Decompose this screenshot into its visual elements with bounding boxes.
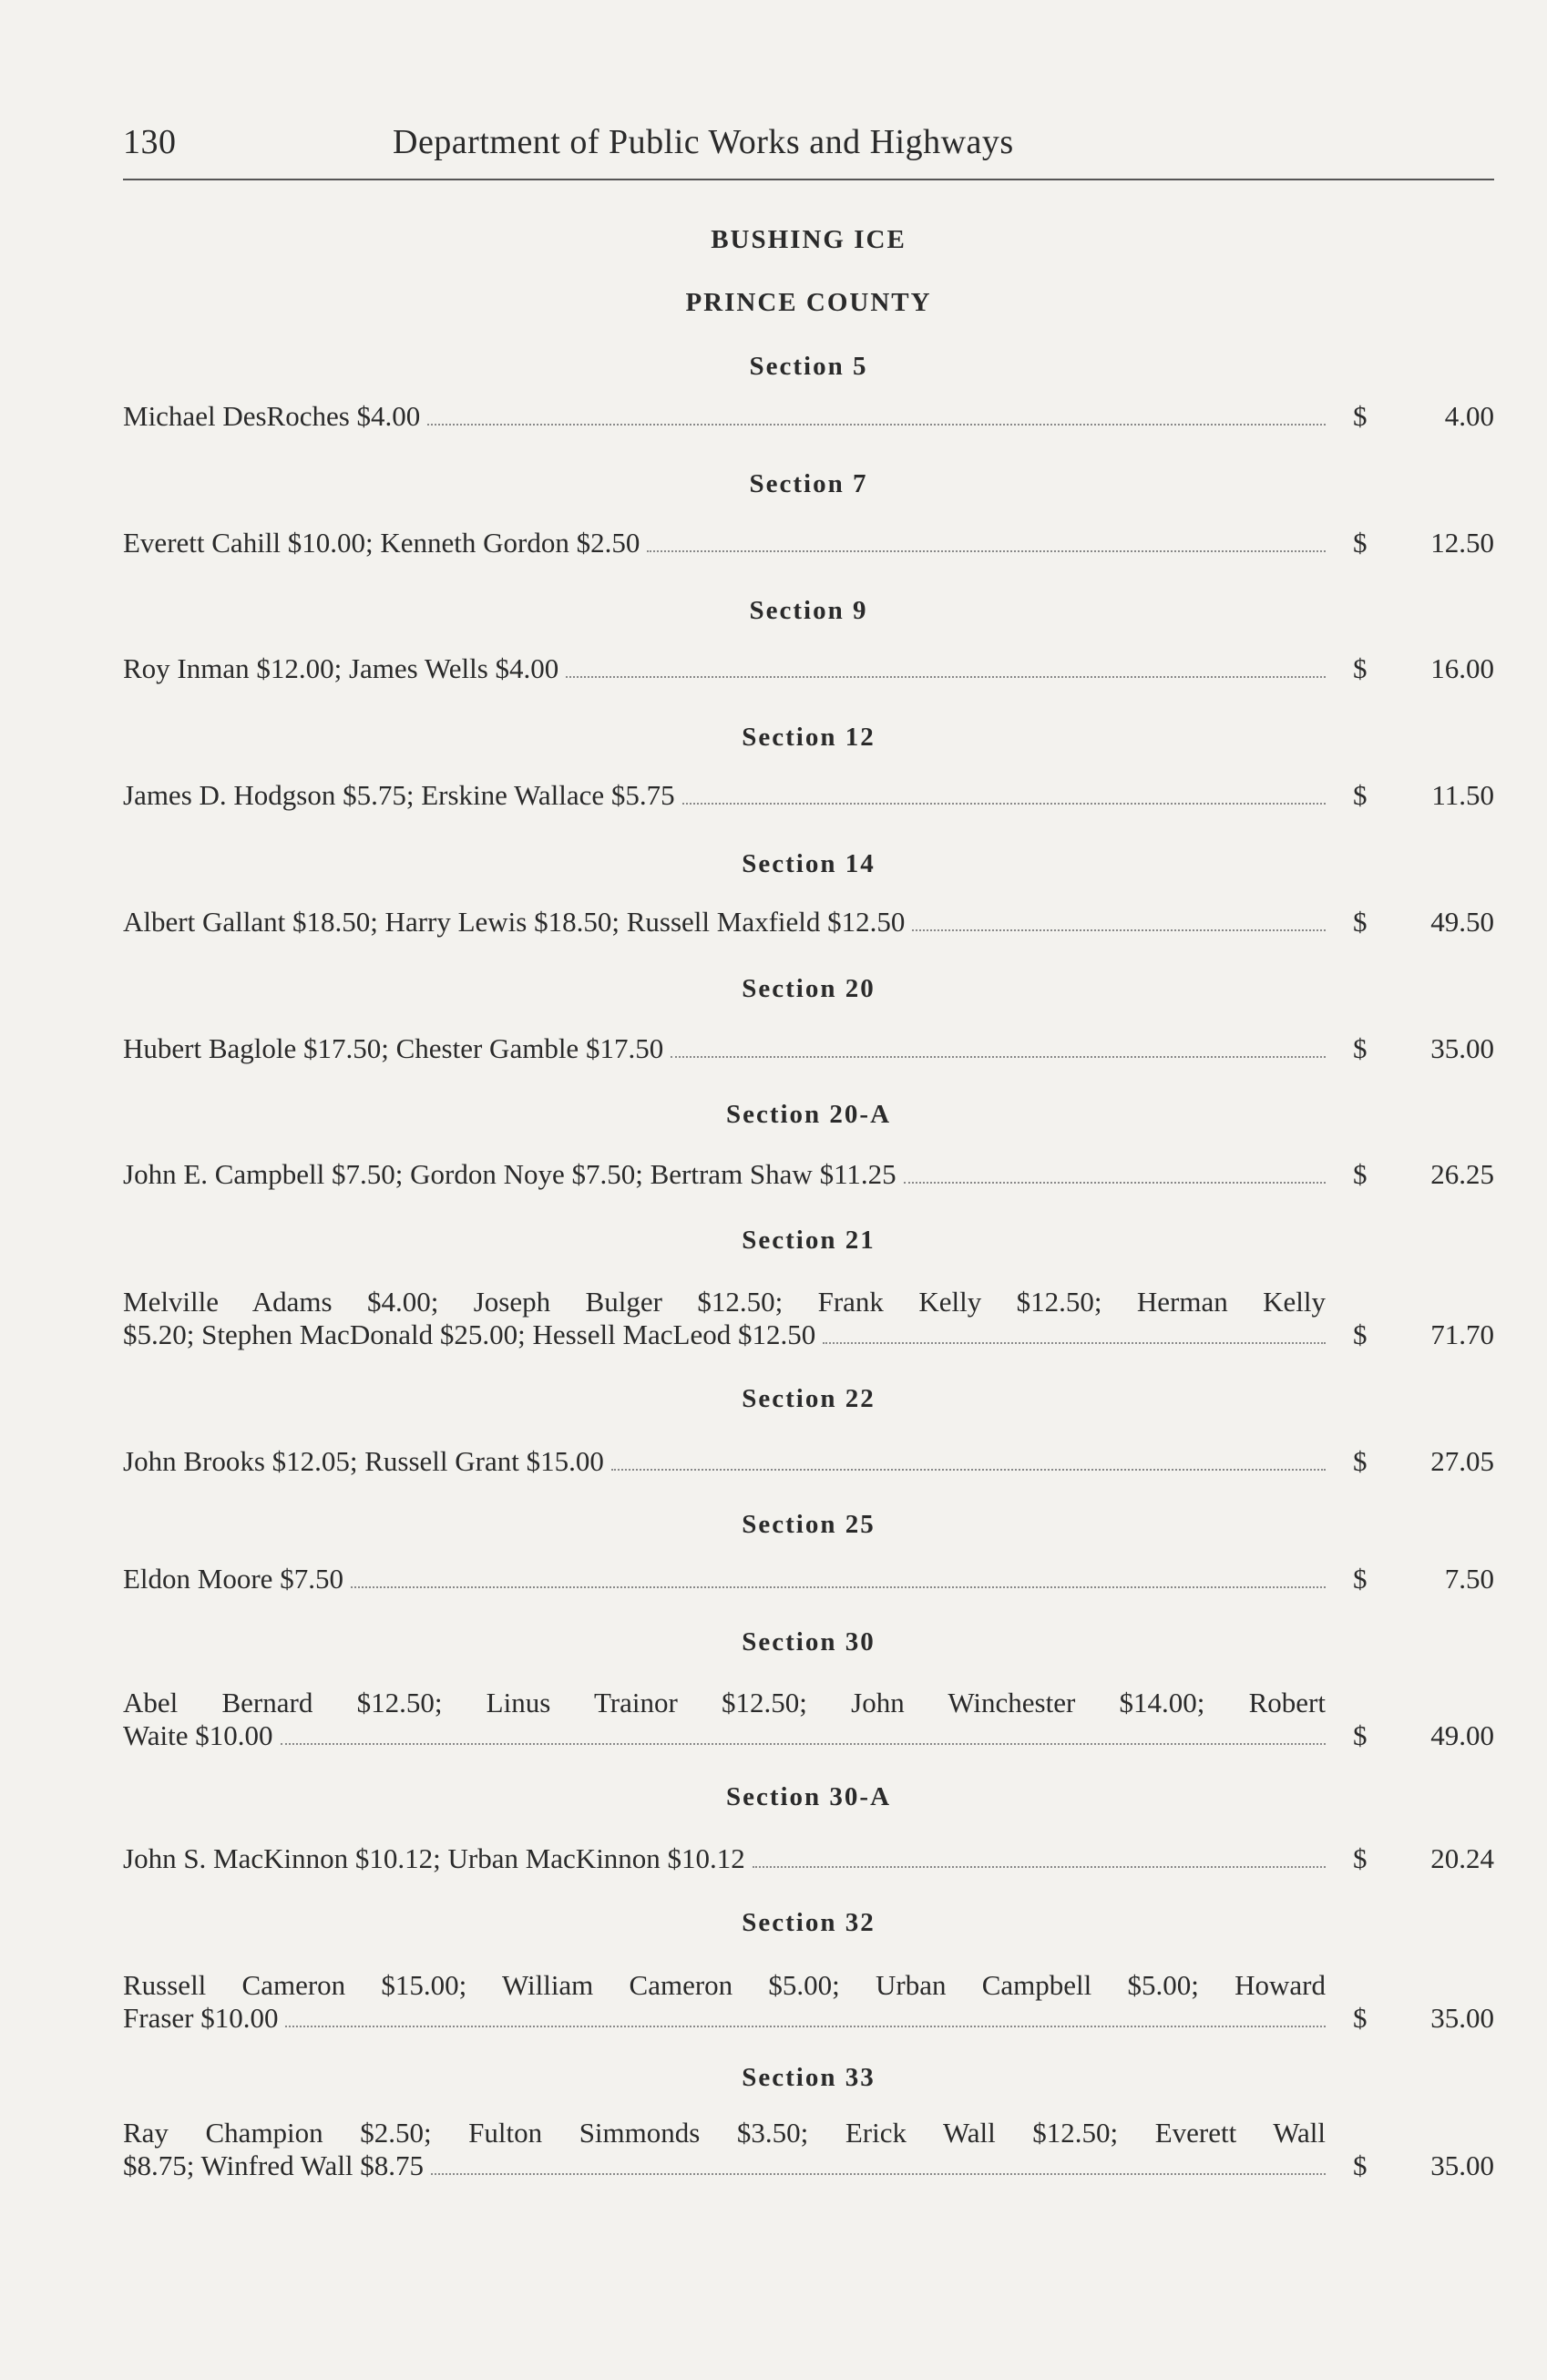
dollar-sign: $ (1353, 2149, 1368, 2181)
entry-text-line: Everett Cahill $10.00; Kenneth Gordon $2.50 (123, 527, 640, 559)
page-number: 130 (123, 123, 177, 161)
section-entry (123, 1969, 1494, 2035)
section-entry (123, 906, 1494, 939)
section-total: 35.00 (1430, 1032, 1494, 1064)
section-entry (123, 1687, 1494, 1752)
entry-text-line: James D. Hodgson $5.75; Erskine Wallace $5.75 (123, 779, 675, 811)
entry-text-line: $8.75; Winfred Wall $8.75 (123, 2149, 425, 2181)
dot-leader (285, 2024, 1326, 2027)
dollar-sign: $ (1353, 1563, 1368, 1595)
entry-text-line: Waite $10.00 (123, 1719, 273, 1751)
section-heading: Section 7 (749, 469, 868, 498)
section-total: 35.00 (1430, 2149, 1494, 2181)
section-entry (123, 2117, 1494, 2182)
section-total: 35.00 (1430, 2002, 1494, 2034)
section-entry (123, 1286, 1494, 1351)
dot-leader (566, 674, 1326, 678)
dollar-sign: $ (1353, 400, 1368, 432)
entry-text-line: Fraser $10.00 (123, 2002, 279, 2034)
section-heading: Section 14 (742, 849, 876, 878)
header-rule (123, 179, 1494, 180)
dollar-sign: $ (1353, 1158, 1368, 1190)
dot-leader (753, 1864, 1326, 1868)
section-heading: Section 21 (742, 1226, 876, 1255)
entry-text-line: John Brooks $12.05; Russell Grant $15.00 (123, 1445, 604, 1477)
dot-leader (431, 2171, 1326, 2175)
section-entry (123, 1563, 1494, 1595)
section-entry (123, 652, 1494, 685)
section-heading: Section 30 (742, 1627, 876, 1657)
dot-leader (904, 1180, 1326, 1184)
entry-text-line: John S. MacKinnon $10.12; Urban MacKinnon $10.12 (123, 1842, 745, 1874)
running-title: Department of Public Works and Highways (393, 123, 1014, 161)
entry-text-line: $5.20; Stephen MacDonald $25.00; Hessell MacLeod $12.50 (123, 1318, 816, 1350)
entry-text-line: Roy Inman $12.00; James Wells $4.00 (123, 652, 559, 684)
section-heading: Section 33 (742, 2063, 876, 2092)
document-title: BUSHING ICE (711, 225, 907, 254)
entry-text-line: Hubert Baglole $17.50; Chester Gamble $17.50 (123, 1032, 664, 1064)
dollar-sign: $ (1353, 652, 1368, 684)
section-heading: Section 5 (749, 352, 868, 381)
section-heading: Section 25 (742, 1510, 876, 1539)
dot-leader (281, 1741, 1326, 1745)
county-heading: PRINCE COUNTY (685, 288, 932, 317)
section-total: 11.50 (1431, 779, 1494, 811)
dollar-sign: $ (1353, 779, 1368, 811)
section-total: 49.50 (1430, 906, 1494, 938)
section-heading: Section 30-A (725, 1782, 892, 1811)
entry-text-line: Michael DesRoches $4.00 (123, 400, 421, 432)
section-heading: Section 20 (742, 974, 876, 1003)
dollar-sign: $ (1353, 2002, 1368, 2034)
section-total: 71.70 (1430, 1318, 1494, 1350)
section-entry (123, 400, 1494, 433)
section-entry (123, 527, 1494, 559)
section-total: 4.00 (1444, 400, 1494, 432)
dot-leader (647, 549, 1326, 552)
page-header (123, 122, 1494, 168)
dollar-sign: $ (1353, 1842, 1368, 1874)
dot-leader (351, 1585, 1326, 1588)
dot-leader (671, 1054, 1326, 1058)
section-entry (123, 1842, 1494, 1875)
section-total: 12.50 (1430, 527, 1494, 559)
section-total: 16.00 (1430, 652, 1494, 684)
dollar-sign: $ (1353, 527, 1368, 559)
section-total: 26.25 (1430, 1158, 1494, 1190)
entry-text-line: Melville Adams $4.00; Joseph Bulger $12.50; Frank Kelly $12.50; Herman Kelly (123, 1286, 1326, 1318)
dot-leader (427, 422, 1326, 426)
entry-text-line: John E. Campbell $7.50; Gordon Noye $7.50; Bertram Shaw $11.25 (123, 1158, 896, 1190)
dollar-sign: $ (1353, 1445, 1368, 1477)
section-total: 20.24 (1430, 1842, 1494, 1874)
entry-text-line: Russell Cameron $15.00; William Cameron $5.00; Urban Campbell $5.00; Howard (123, 1969, 1326, 2001)
entry-text-line: Abel Bernard $12.50; Linus Trainor $12.50; John Winchester $14.00; Robert (123, 1687, 1326, 1718)
section-heading: Section 20-A (725, 1100, 892, 1129)
section-total: 7.50 (1444, 1563, 1494, 1595)
section-heading: Section 9 (749, 596, 868, 625)
entry-text-line: Ray Champion $2.50; Fulton Simmonds $3.50; Erick Wall $12.50; Everett Wall (123, 2117, 1326, 2149)
entry-text-line: Eldon Moore $7.50 (123, 1563, 343, 1595)
section-total: 49.00 (1430, 1719, 1494, 1751)
dollar-sign: $ (1353, 906, 1368, 938)
dot-leader (912, 928, 1326, 931)
section-heading: Section 22 (742, 1384, 876, 1413)
section-heading: Section 12 (742, 723, 876, 752)
section-total: 27.05 (1430, 1445, 1494, 1477)
section-entry (123, 1445, 1494, 1478)
section-heading: Section 32 (742, 1908, 876, 1937)
entry-text-line: Albert Gallant $18.50; Harry Lewis $18.50; Russell Maxfield $12.50 (123, 906, 906, 938)
section-entry (123, 1158, 1494, 1191)
dot-leader (611, 1467, 1326, 1471)
dot-leader (682, 801, 1326, 805)
dollar-sign: $ (1353, 1719, 1368, 1751)
dollar-sign: $ (1353, 1032, 1368, 1064)
dollar-sign: $ (1353, 1318, 1368, 1350)
dot-leader (823, 1340, 1326, 1344)
section-entry (123, 1032, 1494, 1065)
section-entry (123, 779, 1494, 812)
